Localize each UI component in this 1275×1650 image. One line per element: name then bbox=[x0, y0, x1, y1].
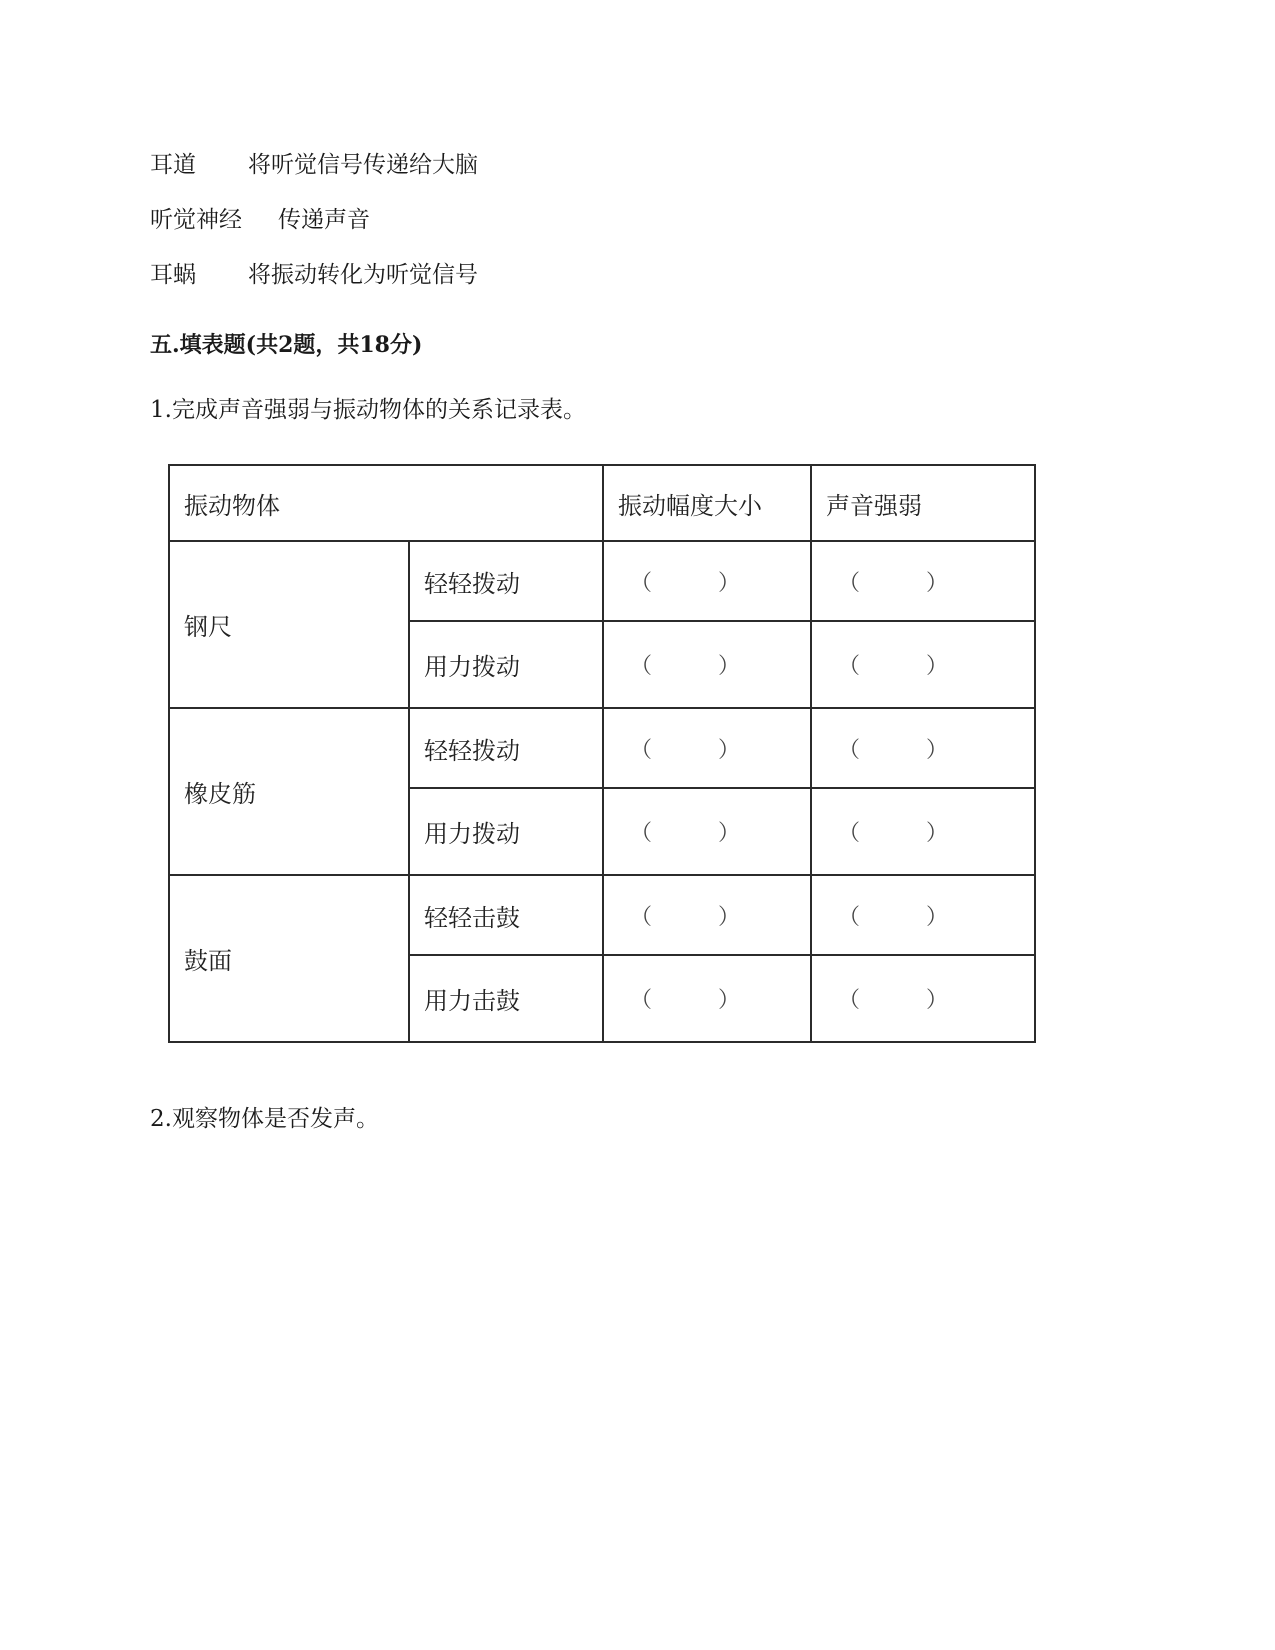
amplitude-blank[interactable]: （ ） bbox=[603, 955, 811, 1042]
loudness-blank[interactable]: （ ） bbox=[811, 955, 1035, 1042]
loudness-blank[interactable]: （ ） bbox=[811, 875, 1035, 955]
matching-desc: 将振动转化为听觉信号 bbox=[248, 262, 478, 288]
amplitude-blank[interactable]: （ ） bbox=[603, 541, 811, 621]
record-table bbox=[168, 464, 1036, 1043]
header-loudness: 声音强弱 bbox=[811, 465, 1035, 541]
table-header-row bbox=[169, 465, 1035, 541]
matching-desc: 传递声音 bbox=[278, 207, 370, 233]
record-table-wrap bbox=[168, 464, 1036, 1043]
header-object: 振动物体 bbox=[169, 465, 603, 541]
amplitude-blank[interactable]: （ ） bbox=[603, 708, 811, 788]
amplitude-blank[interactable]: （ ） bbox=[603, 788, 811, 875]
question-2: 2.观察物体是否发声。 bbox=[150, 1106, 379, 1132]
header-amplitude: 振动幅度大小 bbox=[603, 465, 811, 541]
action-cell: 轻轻击鼓 bbox=[409, 875, 603, 955]
action-cell: 用力拨动 bbox=[409, 788, 603, 875]
table-row bbox=[169, 541, 1035, 621]
loudness-blank[interactable]: （ ） bbox=[811, 621, 1035, 708]
matching-row-3 bbox=[150, 260, 478, 290]
section-title: 五.填表题(共2题，共18分) bbox=[150, 332, 423, 358]
matching-row-1 bbox=[150, 150, 478, 180]
object-cell: 鼓面 bbox=[169, 875, 409, 1042]
matching-term: 耳蜗 bbox=[150, 262, 196, 288]
table-row bbox=[169, 708, 1035, 788]
loudness-blank[interactable]: （ ） bbox=[811, 708, 1035, 788]
question-1: 1.完成声音强弱与振动物体的关系记录表。 bbox=[150, 397, 586, 423]
action-cell: 轻轻拨动 bbox=[409, 708, 603, 788]
amplitude-blank[interactable]: （ ） bbox=[603, 875, 811, 955]
action-cell: 用力击鼓 bbox=[409, 955, 603, 1042]
object-cell: 橡皮筋 bbox=[169, 708, 409, 875]
matching-desc: 将听觉信号传递给大脑 bbox=[248, 152, 478, 178]
object-cell: 钢尺 bbox=[169, 541, 409, 708]
action-cell: 用力拨动 bbox=[409, 621, 603, 708]
table-row bbox=[169, 875, 1035, 955]
action-cell: 轻轻拨动 bbox=[409, 541, 603, 621]
amplitude-blank[interactable]: （ ） bbox=[603, 621, 811, 708]
loudness-blank[interactable]: （ ） bbox=[811, 788, 1035, 875]
matching-term: 听觉神经 bbox=[150, 207, 242, 233]
loudness-blank[interactable]: （ ） bbox=[811, 541, 1035, 621]
matching-row-2 bbox=[150, 205, 370, 235]
matching-term: 耳道 bbox=[150, 152, 196, 178]
